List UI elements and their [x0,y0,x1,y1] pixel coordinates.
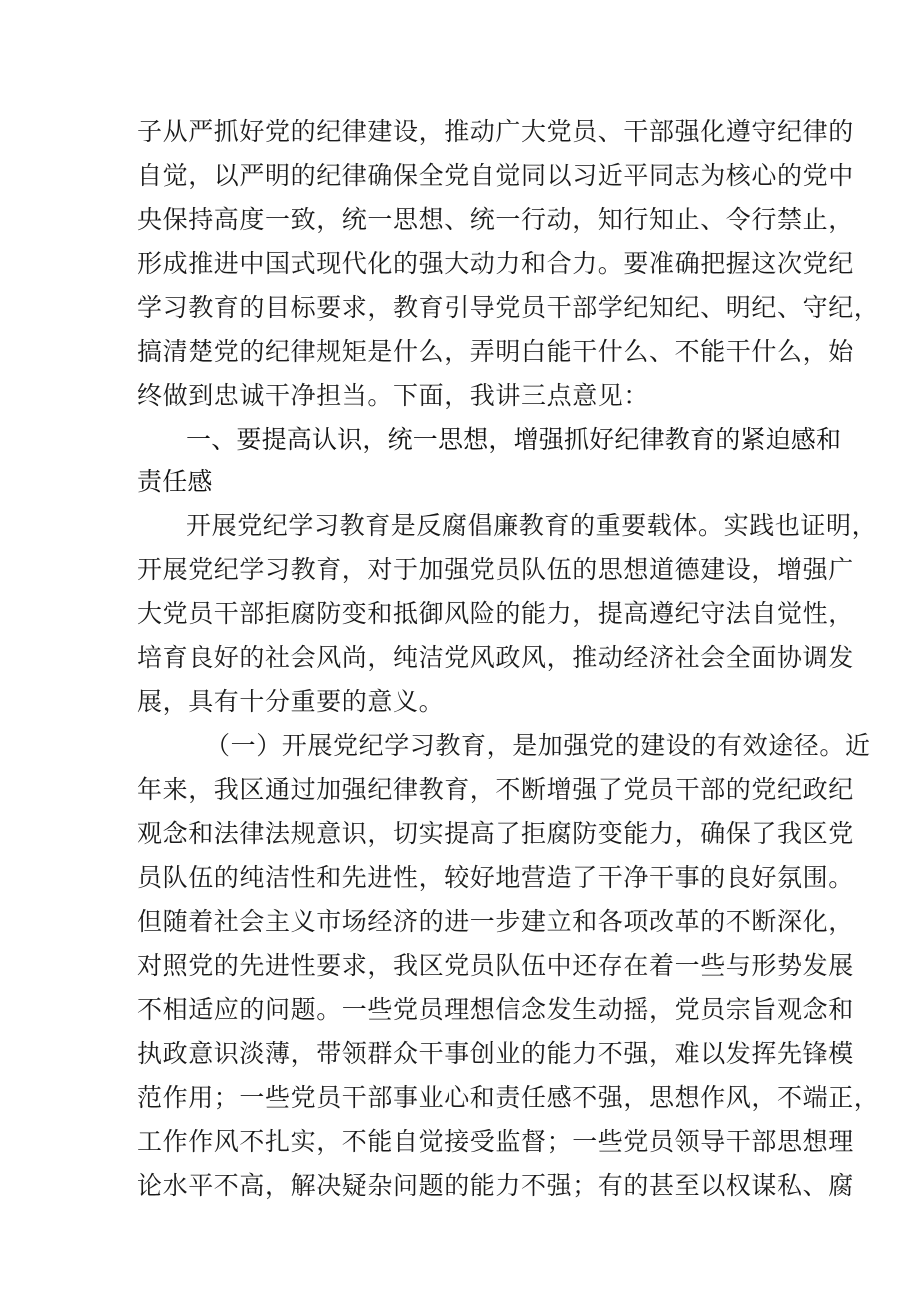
paragraph-line: 但随着社会主义市场经济的进一步建立和各项改革的不断深化， [137,907,854,936]
paragraph-line: 自觉，以严明的纪律确保全党自觉同以习近平同志为核心的党中 [137,161,854,190]
paragraph-line: 展，具有十分重要的意义。 [137,687,445,716]
paragraph-line: 年来，我区通过加强纪律教育，不断增强了党员干部的党纪政纪 [137,775,854,804]
paragraph-line: 搞清楚党的纪律规矩是什么，弄明白能干什么、不能干什么，始 [137,337,854,366]
paragraph-line: 范作用；一些党员干部事业心和责任感不强，思想作风，不端正， [137,1083,880,1112]
paragraph-line: 观念和法律法规意识，切实提高了拒腐防变能力，确保了我区党 [137,819,854,848]
paragraph-line: 央保持高度一致，统一思想、统一行动，知行知止、令行禁止， [137,205,854,234]
paragraph-line: 形成推进中国式现代化的强大动力和合力。要准确把握这次党纪 [137,249,854,278]
paragraph-line: 学习教育的目标要求，教育引导党员干部学纪知纪、明纪、守纪， [137,293,880,322]
paragraph-line: 子从严抓好党的纪律建设，推动广大党员、干部强化遵守纪律的 [137,117,854,146]
paragraph-line: 大党员干部拒腐防变和抵御风险的能力，提高遵纪守法自觉性， [137,599,854,628]
paragraph-line: 论水平不高，解决疑杂问题的能力不强；有的甚至以权谋私、腐 [137,1171,854,1200]
paragraph-line: 执政意识淡薄，带领群众干事创业的能力不强，难以发挥先锋模 [137,1039,854,1068]
paragraph-line: 开展党纪学习教育，对于加强党员队伍的思想道德建设，增强广 [137,555,854,584]
paragraph-line: 不相适应的问题。一些党员理想信念发生动摇，党员宗旨观念和 [137,995,854,1024]
paragraph-line: 对照党的先进性要求，我区党员队伍中还存在着一些与形势发展 [137,951,854,980]
paragraph-line: 培育良好的社会风尚，纯洁党风政风，推动经济社会全面协调发 [137,643,854,672]
paragraph-line: 员队伍的纯洁性和先进性，较好地营造了干净干事的良好氛围。 [137,863,854,892]
paragraph-line: 终做到忠诚干净担当。下面，我讲三点意见： [137,381,650,410]
section-heading: 一、要提高认识，统一思想，增强抓好纪律教育的紧迫感和 [186,425,842,454]
paragraph-line: 工作作风不扎实，不能自觉接受监督；一些党员领导干部思想理 [137,1127,854,1156]
paragraph-line: （一）开展党纪学习教育，是加强党的建设的有效途径。近 [205,731,871,760]
section-heading: 责任感 [137,467,213,496]
paragraph-line: 开展党纪学习教育是反腐倡廉教育的重要载体。实践也证明， [186,511,878,540]
